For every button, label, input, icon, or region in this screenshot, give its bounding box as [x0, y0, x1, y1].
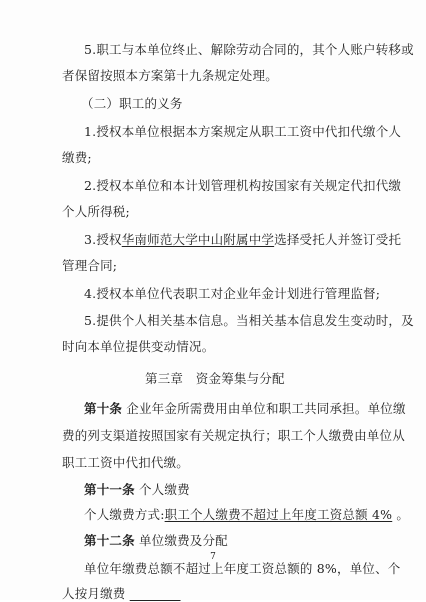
- contribution-limit-underlined: 职工个人缴费不超过上年度工资总额 4%: [164, 507, 393, 522]
- section-heading-employee-duties: （二）职工的义务: [81, 96, 183, 111]
- text-line-5: 缴费;: [62, 150, 92, 165]
- text-line-11: 5.提供个人相关基本信息。当相关基本信息发生变动时，及: [84, 313, 414, 328]
- article-10-line-2: 费的列支渠道按照国家有关规定执行；职工个人缴费由单位从: [62, 428, 405, 443]
- text-line-4: 1.授权本单位根据本方案规定从职工工资中代扣代缴个人: [84, 124, 402, 139]
- text-line-21: 人按月缴费: [62, 586, 181, 602]
- article-10-line-1: 第十条 企业年金所需费用由单位和职工共同承担。单位缴: [84, 401, 406, 416]
- text-line-6: 2.授权本单位和本计划管理机构按国家有关规定代扣代缴: [84, 178, 402, 193]
- article-10-line-3: 职工工资中代扣代缴。: [62, 455, 190, 470]
- text-line-9: 管理合同;: [62, 258, 118, 273]
- personal-contribution-method: 个人缴费方式:职工个人缴费不超过上年度工资总额 4% 。: [84, 507, 410, 522]
- text-line-10: 4.授权本单位代表职工对企业年金计划进行管理监督;: [84, 286, 381, 301]
- text-line-20: 单位年缴费总额不超过上年度工资总额的 8%，单位、个: [84, 561, 401, 576]
- text-line-12: 时向本单位提供变动情况。: [62, 339, 215, 354]
- blank-underline: [130, 586, 181, 601]
- school-name-underlined: 华南师范大学中山附属中学: [121, 232, 275, 247]
- chapter-title: 第三章 资金筹集与分配: [145, 371, 285, 386]
- text-line-1: 5.职工与本单位终止、解除劳动合同的，其个人账户转移或: [84, 42, 414, 57]
- article-12-heading: 第十二条 单位缴费及分配: [84, 533, 228, 548]
- text-line-8: 3.授权华南师范大学中山附属中学选择受托人并签订受托: [84, 232, 402, 247]
- article-11-heading: 第十一条 个人缴费: [84, 482, 190, 497]
- text-line-2: 者保留按照本方案第十九条规定处理。: [62, 68, 278, 83]
- page-number: 7: [210, 552, 216, 562]
- text-line-7: 个人所得税;: [62, 204, 130, 219]
